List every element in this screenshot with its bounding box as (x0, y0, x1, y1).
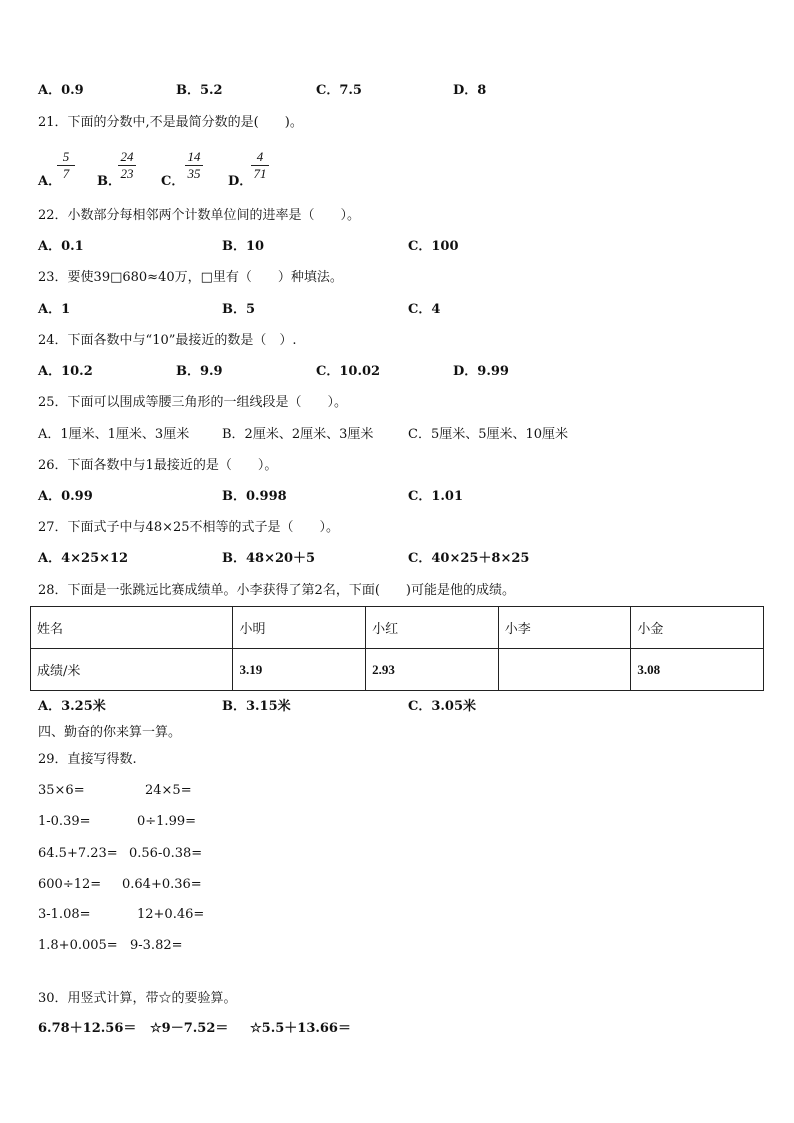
fraction-numerator: 14 (187, 149, 201, 164)
q29-item: 24×5= (145, 783, 192, 798)
q26-option-c: C．1.01 (408, 489, 464, 504)
q30-stem: 30．用竖式计算，带☆的要验算。 (38, 991, 237, 1006)
q28-option-a: A．3.25米 (38, 699, 106, 714)
q21-label-b: B． (97, 174, 121, 189)
q22-stem: 22．小数部分每相邻两个计数单位间的进率是（ ）。 (38, 208, 361, 223)
q20-option-b: B．5.2 (176, 83, 223, 98)
q26-option-a: A．0.99 (38, 489, 93, 504)
q29-item: 1-0.39= (38, 814, 91, 829)
q25-option-a: A．1厘米、1厘米、3厘米 (38, 427, 190, 442)
table-header-cell: 小红 (366, 607, 499, 649)
fraction-numerator: 5 (62, 149, 70, 164)
q20-option-a: A．0.9 (38, 83, 84, 98)
fraction-denominator: 23 (120, 166, 134, 181)
q29-item: 3-1.08= (38, 907, 91, 922)
q24-option-a: A．10.2 (38, 364, 93, 379)
fraction-denominator: 71 (253, 166, 267, 181)
q23-option-b: B．5 (222, 302, 256, 317)
q23-option-a: A．1 (38, 302, 71, 317)
table-header-cell: 小李 (498, 607, 631, 649)
table-cell: 3.08 (631, 649, 764, 691)
q30-item: ☆5.5＋13.66＝ (250, 1021, 351, 1036)
table-header-cell: 小明 (233, 607, 366, 649)
q22-option-b: B．10 (222, 239, 265, 254)
q28-stem: 28．下面是一张跳远比赛成绩单。小李获得了第2名，下面( )可能是他的成绩。 (38, 583, 515, 598)
section-title: 四、勤奋的你来算一算。 (38, 725, 182, 740)
q29-item: 1.8+0.005= (38, 938, 118, 953)
q26-stem: 26．下面各数中与1最接近的是（ ）。 (38, 458, 278, 473)
q21-fraction-a (55, 150, 77, 181)
q22-option-c: C．100 (408, 239, 459, 254)
q27-option-c: C．40×25＋8×25 (408, 551, 530, 566)
q30-item: ☆9－7.52＝ (150, 1021, 229, 1036)
q24-option-b: B．9.9 (176, 364, 223, 379)
table-header-cell: 小金 (631, 607, 764, 649)
q27-option-a: A．4×25×12 (38, 551, 129, 566)
fraction-denominator: 7 (62, 166, 70, 181)
q21-label-a: A． (38, 174, 62, 189)
table-cell: 成绩/米 (31, 649, 233, 691)
fraction-denominator: 35 (187, 166, 201, 181)
q29-item: 600÷12= (38, 877, 102, 892)
q29-stem: 29．直接写得数. (38, 752, 137, 767)
q21-label-c: C． (161, 174, 185, 189)
q21-stem: 21．下面的分数中,不是最简分数的是( )。 (38, 115, 303, 130)
q29-item: 0.64+0.36= (122, 877, 202, 892)
score-table (30, 606, 764, 691)
table-cell: 2.93 (366, 649, 499, 691)
table-row (31, 649, 764, 691)
q27-option-b: B．48×20＋5 (222, 551, 316, 566)
q28-option-c: C．3.05米 (408, 699, 477, 714)
q29-item: 9-3.82= (130, 938, 183, 953)
q29-item: 12+0.46= (137, 907, 205, 922)
table-header-cell: 姓名 (31, 607, 233, 649)
q23-option-c: C．4 (408, 302, 441, 317)
q28-option-b: B．3.15米 (222, 699, 291, 714)
q24-stem: 24．下面各数中与“10”最接近的数是（ ）. (38, 333, 297, 348)
q29-item: 64.5+7.23= (38, 846, 118, 861)
q29-item: 35×6= (38, 783, 85, 798)
q24-option-d: D．9.99 (453, 364, 509, 379)
fraction-numerator: 4 (256, 149, 264, 164)
q24-option-c: C．10.02 (316, 364, 381, 379)
q27-stem: 27．下面式子中与48×25不相等的式子是（ ）。 (38, 520, 340, 535)
q21-fraction-c (183, 150, 205, 181)
table-row (31, 607, 764, 649)
q20-option-c: C．7.5 (316, 83, 362, 98)
q21-fraction-b (116, 150, 138, 181)
q21-fraction-d (249, 150, 271, 181)
q25-option-b: B．2厘米、2厘米、3厘米 (222, 427, 374, 442)
q23-stem: 23．要使39□680≈40万，□里有（ ）种填法。 (38, 270, 343, 285)
fraction-numerator: 24 (120, 149, 134, 164)
q25-stem: 25．下面可以围成等腰三角形的一组线段是（ ）。 (38, 395, 348, 410)
table-cell: 3.19 (233, 649, 366, 691)
q20-option-d: D．8 (453, 83, 487, 98)
table-cell (498, 649, 631, 691)
q26-option-b: B．0.998 (222, 489, 287, 504)
q25-option-c: C．5厘米、5厘米、10厘米 (408, 427, 569, 442)
q30-item: 6.78＋12.56＝ (38, 1021, 137, 1036)
q29-item: 0.56-0.38= (129, 846, 203, 861)
q22-option-a: A．0.1 (38, 239, 84, 254)
q21-label-d: D． (228, 174, 253, 189)
q29-item: 0÷1.99= (137, 814, 197, 829)
